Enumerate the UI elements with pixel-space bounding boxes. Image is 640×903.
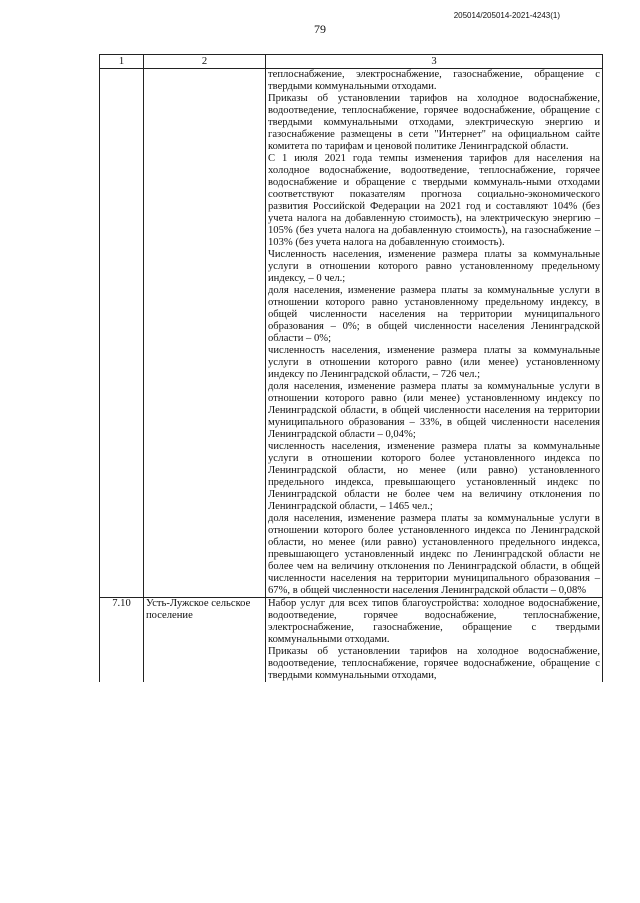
- paragraph: Приказы об установлении тарифов на холодное водоснабжение, водоотведение, теплоснабжение, горячее водоснабжение, обращение с твердыми коммунальными отходами, электрическую энергию и газоснабжение размещены в сети "Интернет" на официальном сайте комитета по тарифам и ценовой политике Ленинградской области.: [268, 93, 600, 152]
- paragraph: доля населения, изменение размера платы за коммунальные услуги в отношении которого более установленного индекса по Ленинградской области, но менее (или равно) установленного предельного индекса, превышающего установленный индекс по Ленинградской области не более чем на величину отклонения по Ленинградской области, в общей численности населения на территории муниципального образования – 67%, в общей численности населения Ленинградской области – 0,08%: [268, 513, 600, 596]
- paragraph: С 1 июля 2021 года темпы изменения тарифов для населения на холодное водоснабжение, водоотведение, теплоснабжение, горячее водоснабжение и обращение с твердыми коммуналь-ными отходами соответствуют показателям прогноза социально-экономического развития Российской Федерации на 2021 год и составляют 104% (без учета налога на добавленную стоимость), на электрическую энергию – 105% (без учета налога на добавленную стоимость), на газоснабжение – 103% (без учета налога на добавленную стоимость).: [268, 153, 600, 248]
- row-description: [266, 598, 603, 683]
- settlement-name: [144, 69, 266, 598]
- paragraph: Набор услуг для всех типов благоустройства: холодное водоснабжение, водоотведение, горячее водоснабжение, теплоснабжение, электроснабжение, газоснабжение, обращение с твердыми коммунальными отходами.: [268, 598, 600, 645]
- settlement-name: Усть-Лужское сельское поселение: [144, 598, 266, 683]
- paragraph: доля населения, изменение размера платы за коммунальные услуги в отношении которого равно (или менее) установленному индексу по Ленинградской области, в общей численности населения на территории муниципального образования – 33%, в общей численности населения Ленинградской области – 0,04%;: [268, 381, 600, 440]
- paragraph: Приказы об установлении тарифов на холодное водоснабжение, водоотведение, теплоснабжение, горячее водоснабжение, обращение с твердыми коммунальными отходами,: [268, 646, 600, 681]
- document-code: 205014/205014-2021-4243(1): [453, 11, 560, 20]
- column-header-2: 2: [144, 55, 266, 69]
- paragraph: теплоснабжение, электроснабжение, газоснабжение, обращение с твердыми коммунальными отходами.: [268, 69, 600, 92]
- table-row: [100, 598, 603, 683]
- paragraph: численность населения, изменение размера платы за коммунальные услуги в отношении которого равно (или менее) установленному индексу по Ленинградской области, – 726 чел.;: [268, 345, 600, 380]
- page-number: 79: [314, 22, 326, 36]
- paragraph: доля населения, изменение размера платы за коммунальные услуги в отношении которого равно установленному предельному индексу, в общей численности населения на территории муниципального образования – 0%; в общей численности населения Ленинградской области – 0%;: [268, 285, 600, 344]
- column-header-1: 1: [100, 55, 144, 69]
- row-number: [100, 69, 144, 598]
- row-number: 7.10: [100, 598, 144, 683]
- paragraph: численность населения, изменение размера платы за коммунальные услуги в отношении которого более установленного индекса по Ленинградской области, но менее (или равно) установленного предельного индекса, превышающего установленный индекс по Ленинградской области не более чем на величину отклонения по Ленинградской области, – 1465 чел.;: [268, 441, 600, 512]
- table-header-row: [100, 55, 603, 69]
- column-header-3: 3: [266, 55, 603, 69]
- tariff-table: [99, 54, 603, 682]
- row-description: [266, 69, 603, 598]
- paragraph: Численность населения, изменение размера платы за коммунальные услуги в отношении которого равно установленному предельному индексу, – 0 чел.;: [268, 249, 600, 284]
- table-row: [100, 69, 603, 598]
